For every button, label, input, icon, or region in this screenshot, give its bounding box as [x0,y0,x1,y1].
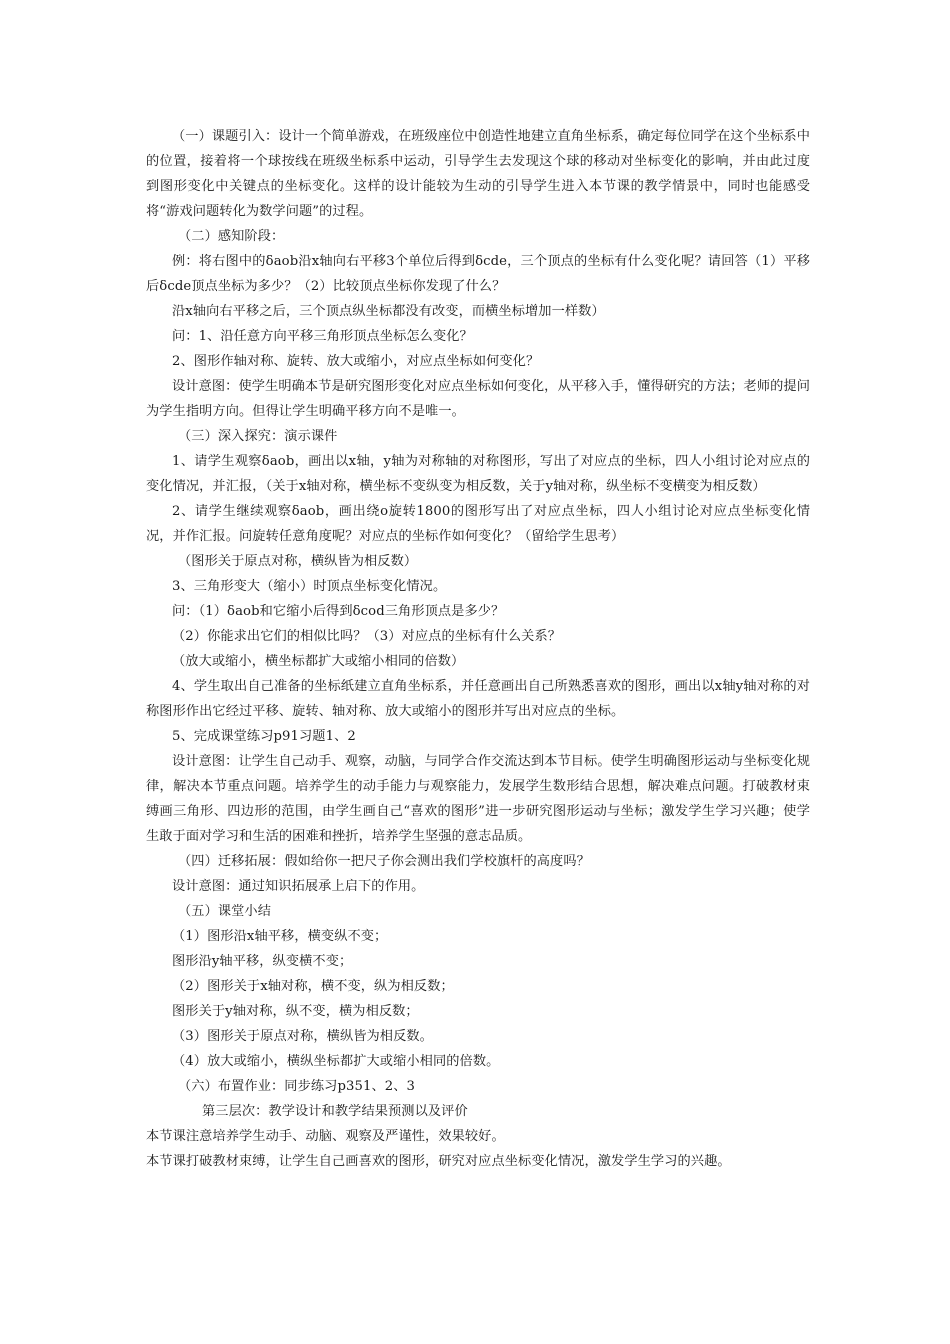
paragraph-question-scale: 问：（1）δaob和它缩小后得到δcod三角形顶点是多少？ [172,604,505,619]
paragraph-origin-symmetry: （图形关于原点对称，横纵皆为相反数） [178,554,418,569]
paragraph-answer: 沿x轴向右平移之后，三个顶点纵坐标都没有改变，而横坐标增加一样数） [172,304,605,319]
summary-item-4: （4）放大或缩小，横纵坐标都扩大或缩小相同的倍数。 [172,1054,500,1069]
paragraph-exercise: 5、完成课堂练习p91习题1、2 [172,729,356,744]
paragraph-exploration-4: 4、学生取出自己准备的坐标纸建立直角坐标系，并任意画出自己所熟悉喜欢的图形，画出以x轴y轴对称的对称图形作出它经过平移、旋转、轴对称、放大或缩小的图形并写出对应点的坐标。 [146,679,810,719]
paragraph-evaluation-2: 本节课打破教材束缚，让学生自己画喜欢的图形，研究对应点坐标变化情况，激发学生学习的兴趣。 [146,1154,731,1169]
summary-item-2: （2）图形关于x轴对称，横不变，纵为相反数； [172,979,454,994]
paragraph-design-intent-1: 设计意图：使学生明确本节是研究图形变化对应点坐标如何变化，从平移入手，懂得研究的方法；老师的提问为学生指明方向。但得让学生明确平移方向不是唯一。 [146,379,810,419]
summary-item-2b: 图形关于y轴对称，纵不变，横为相反数； [172,1004,419,1019]
paragraph-question-ratio: （2）你能求出它们的相似比吗？（3）对应点的坐标有什么关系？ [172,629,562,644]
heading-extension: （四）迁移拓展：假如给你一把尺子你会测出我们学校旗杆的高度吗？ [178,854,590,869]
paragraph-evaluation-1: 本节课注意培养学生动手、动脑、观察及严谨性，效果较好。 [146,1129,505,1144]
paragraph-design-intent-3: 设计意图：通过知识拓展承上启下的作用。 [172,879,425,894]
heading-third-level: 第三层次：教学设计和教学结果预测以及评价 [202,1104,468,1119]
heading-summary: （五）课堂小结 [178,904,272,919]
heading-perception: （二）感知阶段： [178,229,285,244]
summary-item-1b: 图形沿y轴平移，纵变横不变； [172,954,353,969]
document-body [146,124,810,1174]
summary-item-3: （3）图形关于原点对称，横纵皆为相反数。 [172,1029,433,1044]
heading-exploration: （三）深入探究：演示课件 [178,429,338,444]
paragraph-scale-answer: （放大或缩小，横坐标都扩大或缩小相同的倍数） [172,654,465,669]
paragraph-exploration-2: 2、请学生继续观察δaob，画出绕o旋转1800的图形写出了对应点坐标，四人小组讨论对应点坐标变化情况，并作汇报。问旋转任意角度呢？对应点的坐标作如何变化？（留给学生思考） [146,504,810,544]
summary-item-1: （1）图形沿x轴平移，横变纵不变； [172,929,388,944]
paragraph-intro: （一）课题引入：设计一个简单游戏，在班级座位中创造性地建立直角坐标系，确定每位同学在这个坐标系中的位置，接着将一个球按线在班级坐标系中运动，引导学生去发现这个球的移动对坐标变化的影响，并由此过度到图形变化中关键点的坐标变化。这样的设计能较为生动的引导学生进入本节课的教学情景中，同时也能感受将“游戏问题转化为数学问题”的过程。 [146,129,810,219]
heading-homework: （六）布置作业：同步练习p351、2、3 [178,1079,416,1094]
paragraph-exploration-1: 1、请学生观察δaob，画出以x轴，y轴为对称轴的对称图形，写出了对应点的坐标，四人小组讨论对应点的变化情况，并汇报，（关于x轴对称，横坐标不变纵变为相反数，关于y轴对称，纵坐标不变横变为相反数） [146,454,810,494]
paragraph-design-intent-2: 设计意图：让学生自己动手、观察，动脑，与同学合作交流达到本节目标。使学生明确图形运动与坐标变化规律，解决本节重点问题。培养学生的动手能力与观察能力，发展学生数形结合思想，解决难点问题。打破教材束缚画三角形、四边形的范围，由学生画自己“喜欢的图形”进一步研究图形运动与坐标；激发学生学习兴趣；使学生敢于面对学习和生活的困难和挫折，培养学生坚强的意志品质。 [146,754,810,844]
paragraph-question-2: 2、图形作轴对称、旋转、放大或缩小，对应点坐标如何变化？ [172,354,540,369]
paragraph-question-1: 问：1、沿任意方向平移三角形顶点坐标怎么变化？ [172,329,473,344]
paragraph-exploration-3: 3、三角形变大（缩小）时顶点坐标变化情况。 [172,579,447,594]
paragraph-example: 例：将右图中的δaob沿x轴向右平移3个单位后得到δcde，三个顶点的坐标有什么变化呢？请回答（1）平移后δcde顶点坐标为多少？（2）比较顶点坐标你发现了什么？ [146,254,810,294]
